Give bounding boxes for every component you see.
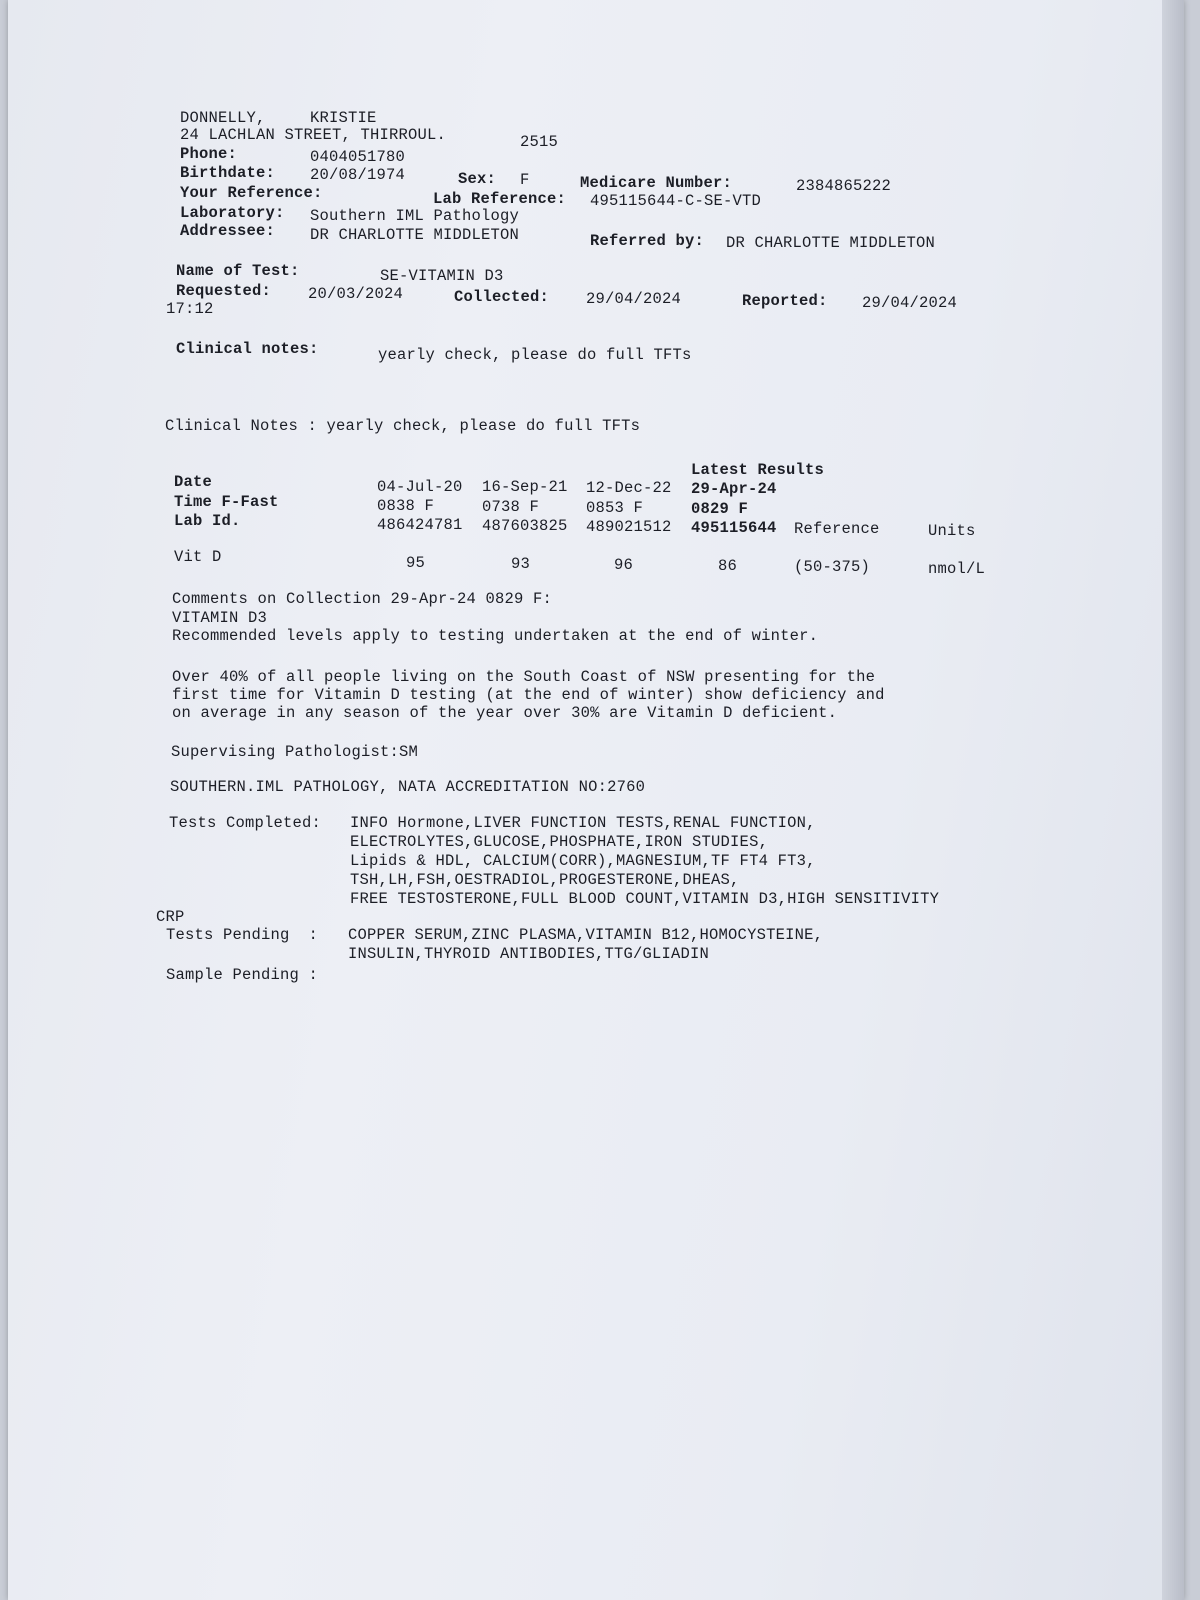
clinical-notes-label: Clinical notes: bbox=[176, 340, 319, 358]
birthdate-label: Birthdate: bbox=[180, 164, 276, 182]
col2-value: 93 bbox=[511, 555, 531, 573]
col3-lab-id: 489021512 bbox=[586, 518, 672, 536]
tests-completed-line5: FREE TESTOSTERONE,FULL BLOOD COUNT,VITAMIN D3,HIGH SENSITIVITY bbox=[350, 890, 940, 908]
collected-label: Collected: bbox=[454, 288, 550, 306]
comments-heading: Comments on Collection 29-Apr-24 0829 F: bbox=[172, 590, 553, 608]
col2-lab-id: 487603825 bbox=[482, 517, 568, 535]
sex-value: F bbox=[520, 171, 530, 189]
reference-range: (50-375) bbox=[794, 558, 871, 576]
tests-completed-label: Tests Completed: bbox=[169, 814, 322, 832]
requested-value: 20/03/2024 bbox=[308, 285, 404, 303]
comments-para-line1: Over 40% of all people living on the South Coast of NSW presenting for the bbox=[172, 668, 876, 686]
comments-para-line3: on average in any season of the year over 30% are Vitamin D deficient. bbox=[172, 704, 838, 722]
latest-results-label: Latest Results bbox=[691, 461, 825, 479]
patient-given-name: KRISTIE bbox=[310, 109, 377, 127]
laboratory-value: Southern IML Pathology bbox=[310, 207, 520, 225]
referred-by-label: Referred by: bbox=[590, 232, 705, 250]
comments-test-name: VITAMIN D3 bbox=[172, 609, 268, 627]
report-page bbox=[8, 0, 1184, 1600]
test-name-label: Name of Test: bbox=[176, 262, 300, 280]
col3-value: 96 bbox=[614, 556, 634, 574]
laboratory-label: Laboratory: bbox=[180, 204, 285, 222]
birthdate-value: 20/08/1974 bbox=[310, 166, 406, 184]
col1-value: 95 bbox=[406, 554, 426, 572]
medicare-label: Medicare Number: bbox=[580, 174, 733, 192]
reported-label: Reported: bbox=[742, 292, 828, 310]
col1-time: 0838 F bbox=[377, 497, 435, 515]
patient-address: 24 LACHLAN STREET, THIRROUL. bbox=[180, 126, 447, 144]
col4-value: 86 bbox=[718, 557, 738, 575]
supervising-pathologist: Supervising Pathologist:SM bbox=[171, 743, 419, 761]
row-label-time: Time F-Fast bbox=[174, 493, 279, 511]
tests-completed-line2: ELECTROLYTES,GLUCOSE,PHOSPHATE,IRON STUDIES, bbox=[350, 833, 769, 851]
tests-pending-line1: COPPER SERUM,ZINC PLASMA,VITAMIN B12,HOMOCYSTEINE, bbox=[348, 926, 824, 944]
col4-lab-id: 495115644 bbox=[691, 519, 777, 537]
test-name-value: SE-VITAMIN D3 bbox=[380, 267, 504, 285]
tests-completed-line4: TSH,LH,FSH,OESTRADIOL,PROGESTERONE,DHEAS, bbox=[350, 871, 740, 889]
col2-date: 16-Sep-21 bbox=[482, 478, 568, 496]
patient-postcode: 2515 bbox=[520, 133, 559, 151]
underlying-sheet-edge bbox=[1162, 0, 1184, 1600]
addressee-value: DR CHARLOTTE MIDDLETON bbox=[310, 226, 520, 244]
col4-time: 0829 F bbox=[691, 500, 749, 518]
comments-para-line2: first time for Vitamin D testing (at the end of winter) show deficiency and bbox=[172, 686, 885, 704]
addressee-label: Addressee: bbox=[180, 222, 276, 240]
units-header: Units bbox=[928, 522, 976, 540]
row-label-date: Date bbox=[174, 473, 213, 491]
tests-completed-wrap: CRP bbox=[156, 908, 185, 926]
requested-time: 17:12 bbox=[166, 300, 214, 318]
col1-lab-id: 486424781 bbox=[377, 516, 463, 534]
units-value: nmol/L bbox=[928, 560, 986, 578]
accreditation-line: SOUTHERN.IML PATHOLOGY, NATA ACCREDITATION NO:2760 bbox=[170, 778, 646, 796]
analyte-label: Vit D bbox=[174, 548, 222, 566]
medicare-value: 2384865222 bbox=[796, 177, 892, 195]
lab-reference-value: 495115644-C-SE-VTD bbox=[590, 192, 762, 210]
phone-label: Phone: bbox=[180, 145, 238, 163]
col2-time: 0738 F bbox=[482, 498, 540, 516]
sample-pending-label: Sample Pending : bbox=[166, 966, 319, 984]
row-label-lab-id: Lab Id. bbox=[174, 512, 241, 530]
clinical-notes-value: yearly check, please do full TFTs bbox=[378, 346, 692, 364]
col4-date: 29-Apr-24 bbox=[691, 480, 777, 498]
requested-label: Requested: bbox=[176, 282, 272, 300]
tests-pending-label: Tests Pending : bbox=[166, 926, 319, 944]
collected-value: 29/04/2024 bbox=[586, 290, 682, 308]
phone-value: 0404051780 bbox=[310, 148, 406, 166]
col1-date: 04-Jul-20 bbox=[377, 478, 463, 496]
tests-completed-line1: INFO Hormone,LIVER FUNCTION TESTS,RENAL FUNCTION, bbox=[350, 814, 816, 832]
col3-date: 12-Dec-22 bbox=[586, 479, 672, 497]
reported-value: 29/04/2024 bbox=[862, 294, 958, 312]
reference-header: Reference bbox=[794, 520, 880, 538]
your-reference-label: Your Reference: bbox=[180, 184, 323, 202]
tests-completed-line3: Lipids & HDL, CALCIUM(CORR),MAGNESIUM,TF FT4 FT3, bbox=[350, 852, 816, 870]
tests-pending-line2: INSULIN,THYROID ANTIBODIES,TTG/GLIADIN bbox=[348, 945, 710, 963]
patient-surname: DONNELLY, bbox=[180, 109, 266, 127]
sex-label: Sex: bbox=[458, 170, 497, 188]
clinical-notes-line: Clinical Notes : yearly check, please do full TFTs bbox=[165, 417, 641, 435]
referred-by-value: DR CHARLOTTE MIDDLETON bbox=[726, 234, 936, 252]
col3-time: 0853 F bbox=[586, 499, 644, 517]
comments-line1: Recommended levels apply to testing undertaken at the end of winter. bbox=[172, 627, 819, 645]
lab-reference-label: Lab Reference: bbox=[433, 190, 567, 208]
